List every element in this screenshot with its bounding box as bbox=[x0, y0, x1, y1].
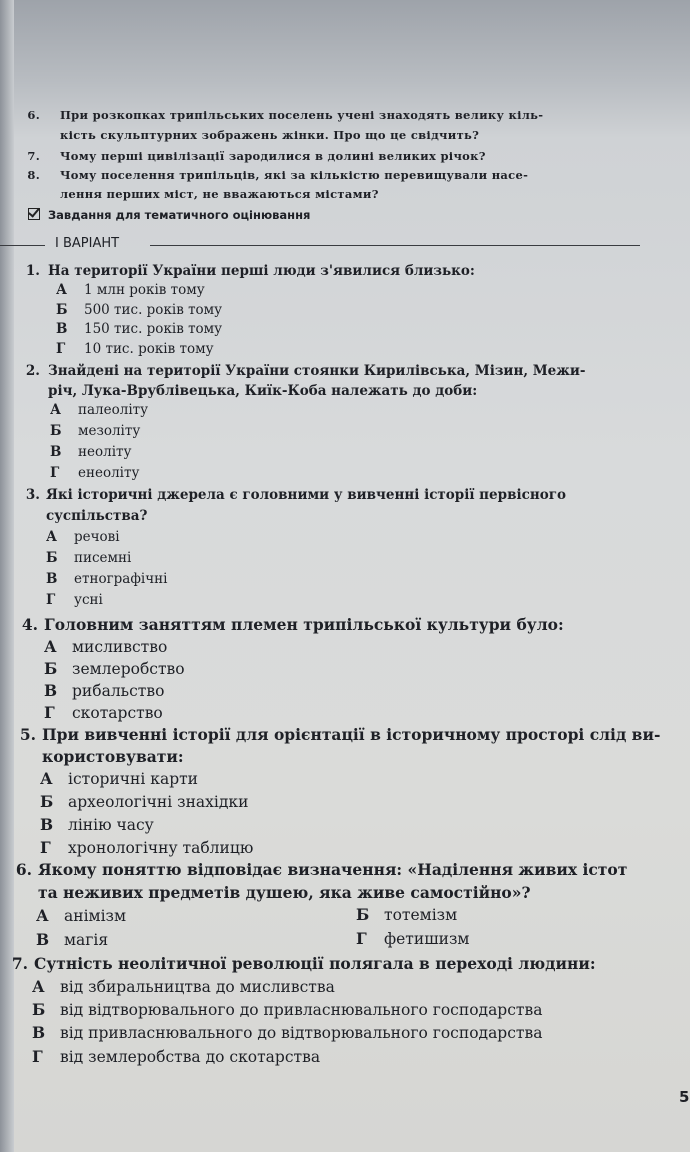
option-c bbox=[40, 815, 154, 834]
option-letter: А bbox=[44, 637, 57, 656]
option-letter: А bbox=[32, 977, 45, 996]
option-text: усні bbox=[74, 592, 103, 608]
option-letter: Г bbox=[44, 703, 55, 722]
option-letter: Б bbox=[32, 1000, 46, 1019]
option-letter: Б bbox=[50, 423, 62, 439]
option-b bbox=[40, 792, 248, 811]
question-line: кість скульптурних зображень жінки. Про що це свідчить? bbox=[60, 128, 480, 142]
option-letter: А bbox=[40, 769, 53, 788]
option-text: від відтворювального до привласнювального господарства bbox=[60, 1001, 543, 1019]
option-letter: Б bbox=[356, 905, 370, 924]
option-letter: В bbox=[56, 321, 68, 337]
question-number: 6. bbox=[27, 108, 40, 122]
option-letter: А bbox=[50, 402, 61, 418]
option-letter: В bbox=[46, 571, 58, 587]
option-letter: В bbox=[32, 1023, 46, 1042]
option-b bbox=[44, 659, 185, 678]
variant-heading bbox=[0, 236, 690, 254]
option-letter: Г bbox=[32, 1047, 43, 1066]
option-text: палеоліту bbox=[78, 402, 149, 418]
option-text: 500 тис. років тому bbox=[84, 302, 223, 318]
question-number: 6. bbox=[15, 860, 32, 879]
option-text: писемні bbox=[74, 550, 132, 566]
option-letter: Г bbox=[46, 592, 56, 608]
option-text: фетишизм bbox=[384, 930, 470, 948]
option-text: історичні карти bbox=[68, 770, 199, 788]
question-number: 7. bbox=[27, 149, 40, 163]
option-letter: В bbox=[40, 815, 54, 834]
option-text: тотемізм bbox=[384, 906, 458, 924]
task-header-text: Завдання для тематичного оцінювання bbox=[48, 208, 311, 222]
option-d bbox=[56, 341, 214, 357]
option-text: рибальство bbox=[72, 682, 165, 700]
option-text: землеробство bbox=[72, 660, 185, 678]
option-text: лінію часу bbox=[68, 816, 154, 834]
option-text: 10 тис. років тому bbox=[84, 341, 214, 357]
question-number: 3. bbox=[25, 487, 40, 503]
option-b bbox=[46, 550, 131, 566]
option-a bbox=[46, 529, 120, 545]
option-text: мезоліту bbox=[78, 423, 141, 439]
task-header bbox=[28, 208, 310, 222]
question-line: Чому поселення трипільців, які за кількістю перевищували насе- bbox=[60, 168, 529, 182]
checkbox-icon bbox=[28, 208, 40, 220]
divider bbox=[0, 245, 45, 246]
question-text: Сутність неолітичної революції полягала в переході людини: bbox=[34, 954, 596, 973]
option-text: магія bbox=[64, 931, 109, 949]
option-text: від землеробства до скотарства bbox=[60, 1048, 321, 1066]
option-b bbox=[50, 423, 140, 439]
option-text: неоліту bbox=[78, 444, 132, 460]
question-number: 8. bbox=[27, 168, 40, 182]
option-text: мисливство bbox=[72, 638, 168, 656]
option-letter: Г bbox=[40, 838, 51, 857]
question-number: 5. bbox=[19, 725, 36, 744]
option-a bbox=[32, 977, 335, 996]
option-d bbox=[356, 929, 469, 948]
question-text: Якому поняттю відповідає визначення: «Наділення живих істот bbox=[38, 860, 628, 879]
option-letter: В bbox=[44, 681, 58, 700]
option-letter: В bbox=[50, 444, 62, 460]
option-text: анімізм bbox=[64, 907, 127, 925]
option-letter: А bbox=[56, 282, 67, 298]
option-d bbox=[40, 838, 253, 857]
option-c bbox=[50, 444, 131, 460]
option-letter: А bbox=[36, 906, 49, 925]
option-a bbox=[56, 282, 205, 298]
option-a bbox=[50, 402, 148, 418]
option-text: скотарство bbox=[72, 704, 163, 722]
option-b bbox=[356, 905, 457, 924]
option-letter: Г bbox=[50, 465, 60, 481]
option-b bbox=[32, 1000, 542, 1019]
option-c bbox=[36, 930, 108, 949]
question-line: При розкопках трипільських поселень учені знаходять велику кіль- bbox=[60, 108, 544, 122]
option-text: хронологічну таблицю bbox=[68, 839, 254, 857]
option-letter: В bbox=[36, 930, 50, 949]
question-text: Знайдені на території України стоянки Кирилівська, Мізин, Межи- bbox=[48, 363, 586, 379]
option-text: археологічні знахідки bbox=[68, 793, 249, 811]
option-d bbox=[46, 592, 103, 608]
option-a bbox=[40, 769, 198, 788]
option-d bbox=[32, 1047, 320, 1066]
option-c bbox=[32, 1023, 542, 1042]
question-text: При вивченні історії для орієнтації в історичному просторі слід ви- bbox=[42, 725, 661, 744]
option-d bbox=[50, 465, 139, 481]
option-text: від збиральництва до мисливства bbox=[60, 978, 335, 996]
divider bbox=[150, 245, 640, 246]
page-number: 5 bbox=[679, 1088, 690, 1106]
option-letter: Б bbox=[44, 659, 58, 678]
question-text: суспільства? bbox=[46, 508, 148, 524]
option-text: 150 тис. років тому bbox=[84, 321, 223, 337]
option-text: 1 млн років тому bbox=[84, 282, 205, 298]
option-letter: А bbox=[46, 529, 57, 545]
question-text: користовувати: bbox=[42, 747, 184, 766]
option-text: речові bbox=[74, 529, 120, 545]
option-d bbox=[44, 703, 163, 722]
option-letter: Г bbox=[56, 341, 66, 357]
option-b bbox=[56, 302, 222, 318]
question-number: 7. bbox=[11, 954, 28, 973]
question-number: 1. bbox=[25, 263, 40, 279]
option-text: етнографічні bbox=[74, 571, 168, 587]
question-text: Які історичні джерела є головними у вивченні історії первісного bbox=[46, 487, 566, 503]
variant-label: І ВАРІАНТ bbox=[55, 236, 120, 251]
option-letter: Г bbox=[356, 929, 367, 948]
option-c bbox=[56, 321, 222, 337]
option-letter: Б bbox=[56, 302, 68, 318]
option-letter: Б bbox=[40, 792, 54, 811]
question-number: 4. bbox=[21, 615, 38, 634]
question-number: 2. bbox=[25, 363, 40, 379]
question-text: та неживих предметів душею, яка живе самостійно»? bbox=[38, 883, 531, 902]
question-text: На території України перші люди з'явилися близько: bbox=[48, 263, 475, 279]
option-letter: Б bbox=[46, 550, 58, 566]
question-line: Чому перші цивілізації зародилися в долині великих річок? bbox=[60, 149, 486, 163]
question-line: лення перших міст, не вважаються містами? bbox=[60, 187, 379, 201]
option-c bbox=[44, 681, 164, 700]
option-a bbox=[44, 637, 167, 656]
question-text: Головним заняттям племен трипільської культури було: bbox=[44, 615, 564, 634]
option-c bbox=[46, 571, 167, 587]
option-a bbox=[36, 906, 126, 925]
option-text: від привласнювального до відтворювального господарства bbox=[60, 1024, 543, 1042]
question-text: річ, Лука-Врублівецька, Киїк-Коба належать до доби: bbox=[48, 383, 478, 399]
option-text: енеоліту bbox=[78, 465, 140, 481]
